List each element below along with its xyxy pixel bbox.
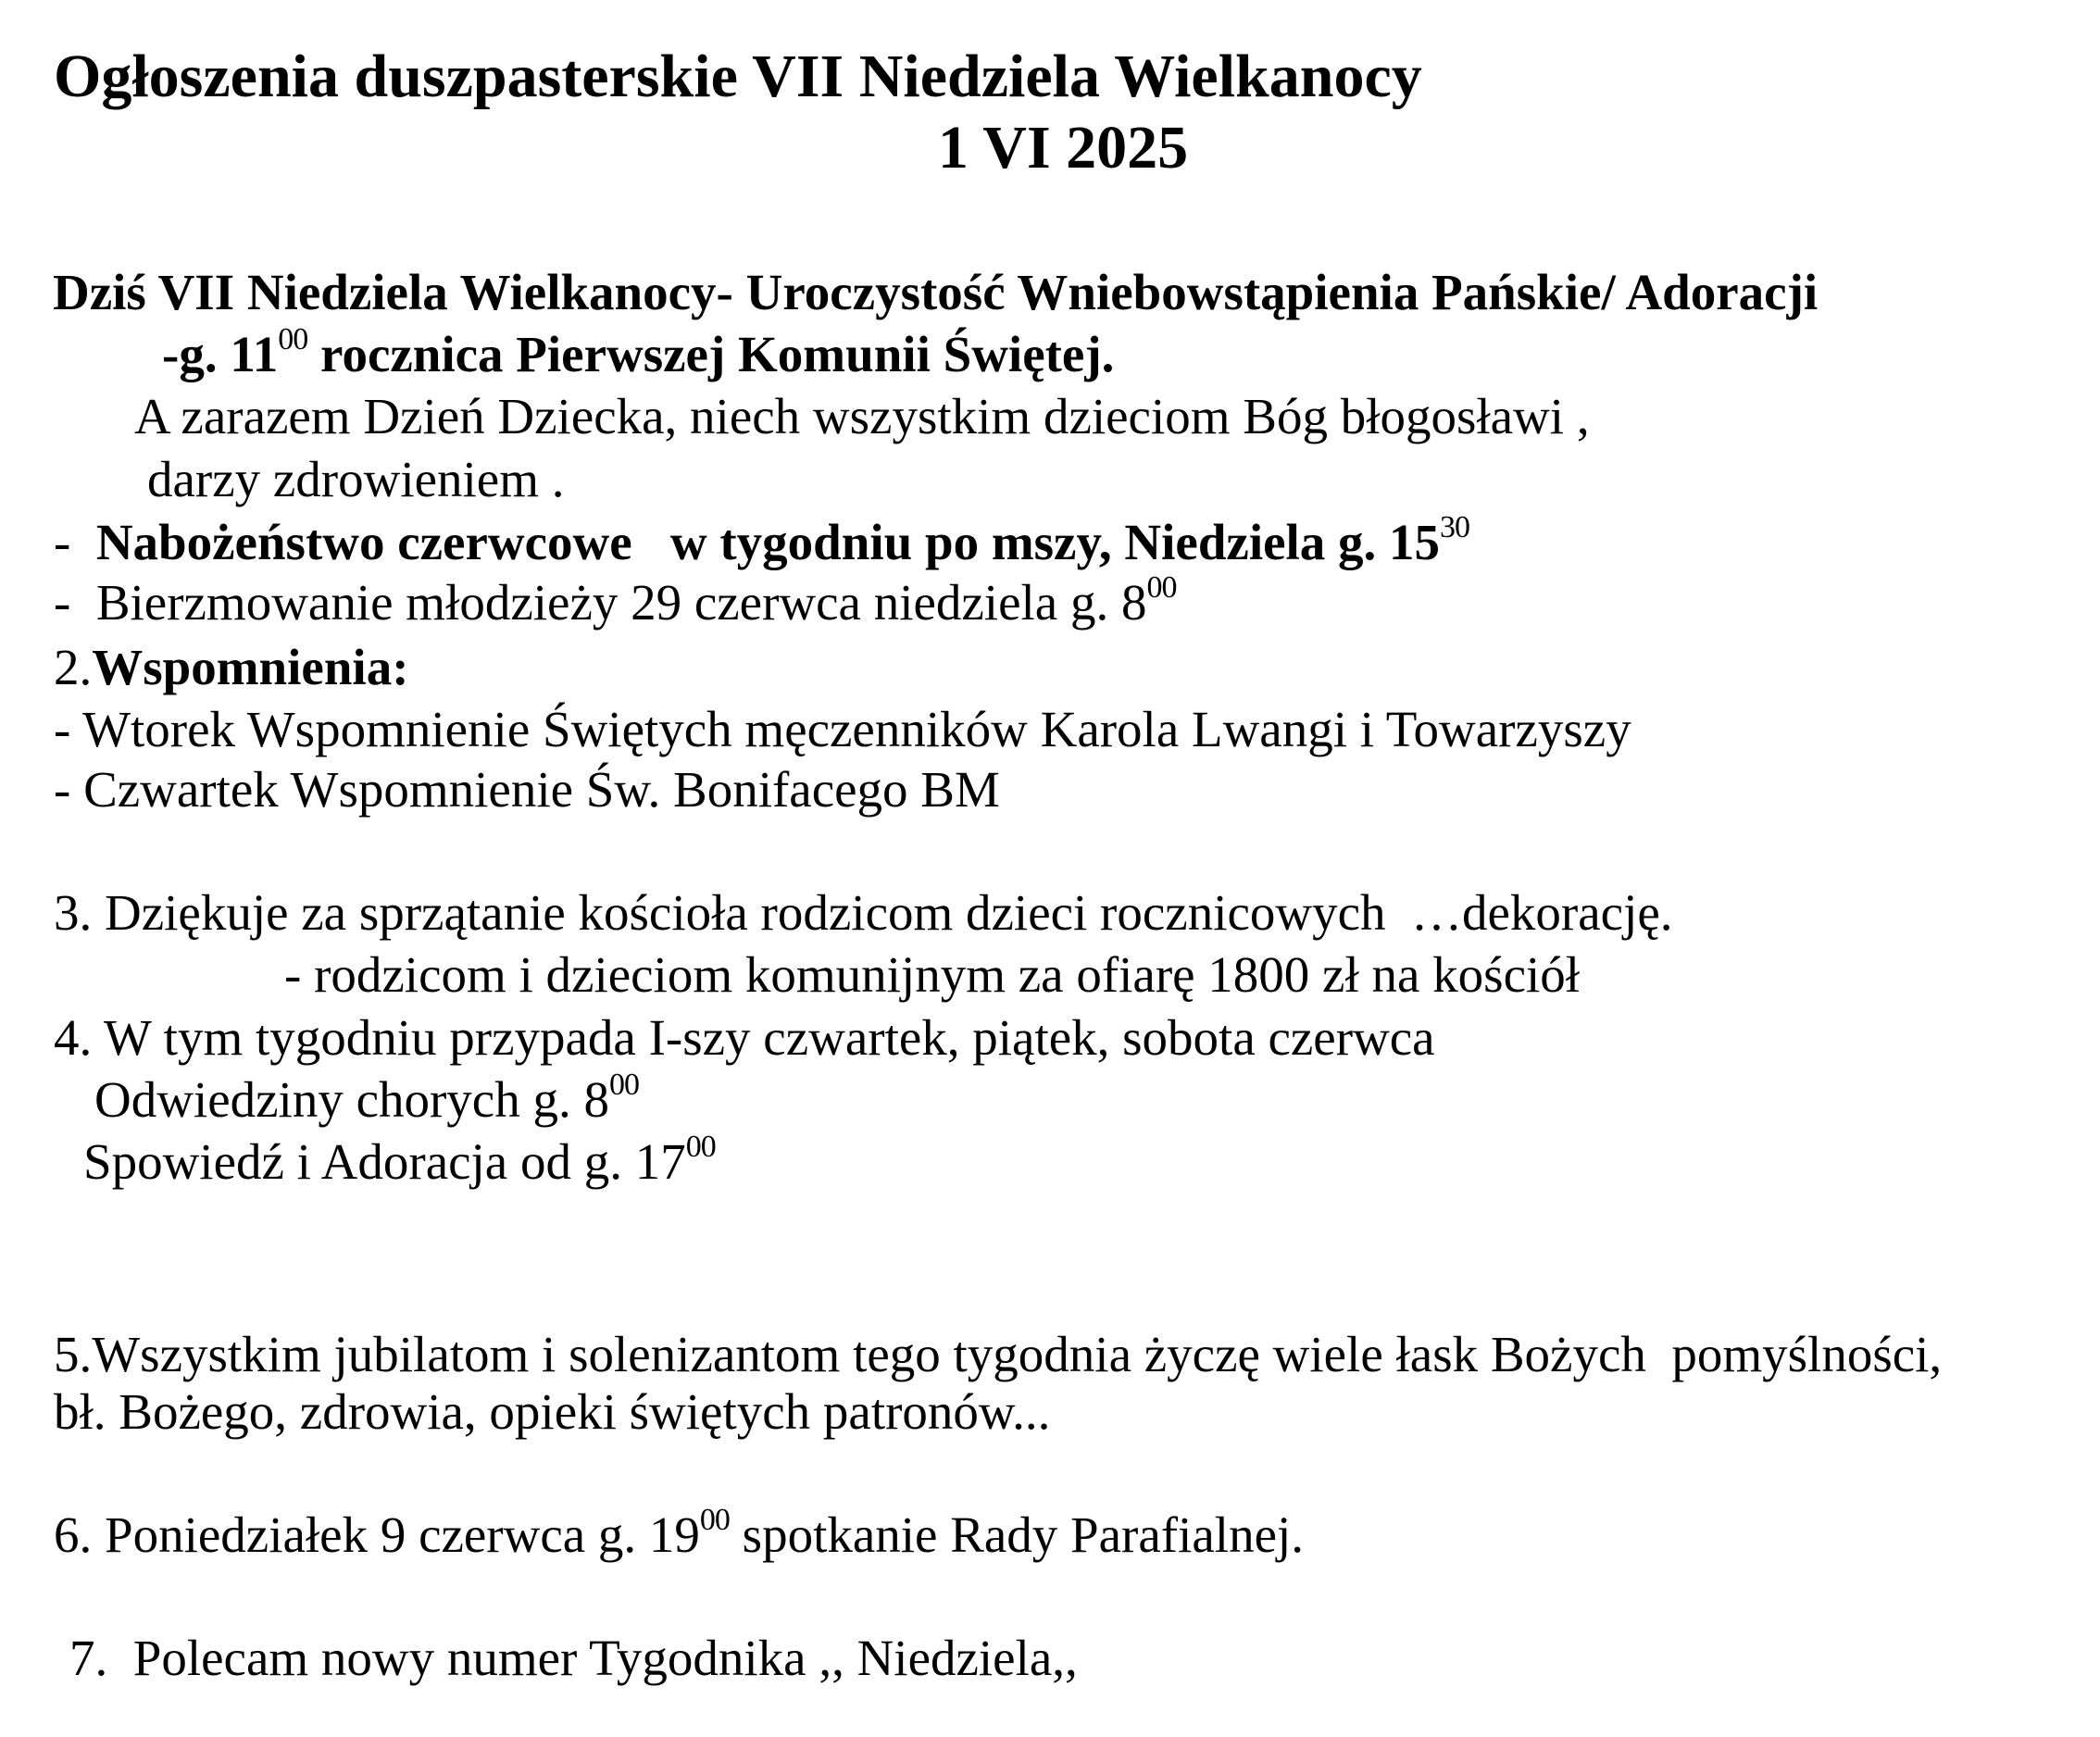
intro-anniversary: [162, 323, 1114, 385]
item-june-service: [54, 511, 1469, 573]
section-2-heading: [54, 636, 409, 698]
section-6-minutes: 00: [699, 1503, 730, 1537]
memorial-item: - Wtorek Wspomnienie Świętych męczenników Karola Lwangi i Towarzyszy: [54, 701, 1631, 757]
section-6-council-meeting: [54, 1504, 1304, 1566]
section-5-wishes: 5.Wszystkim jubilatom i solenizantom tego tygodnia życzę wiele łask Bożych pomyślności,: [54, 1326, 1943, 1382]
section-6-date-time: 6. Poniedziałek 9 czerwca g. 19: [54, 1506, 700, 1563]
document-title: Ogłoszenia duszpasterskie VII Niedziela Wielkanocy: [54, 43, 1422, 110]
memorial-item: - Czwartek Wspomnienie Św. Bonifacego BM: [54, 761, 1000, 818]
item-june-service-minutes: 30: [1440, 510, 1470, 544]
item-june-service-text: Nabożeństwo czerwcowe w tygodniu po mszy, Niedziela g. 15: [95, 514, 1441, 570]
intro-heading: Dziś VII Niedziela Wielkanocy- Uroczystość Wniebowstąpienia Pańskie/ Adoracji: [53, 264, 1819, 320]
section-6-text: spotkanie Rady Parafialnej.: [729, 1506, 1305, 1563]
section-7-magazine: 7. Polecam nowy numer Tygodnika ,, Niedziela,,: [69, 1630, 1078, 1686]
section-2-title: Wspomnienia:: [92, 639, 409, 695]
item-confirmation-minutes: 00: [1146, 570, 1177, 605]
section-3-thanks-cont: - rodzicom i dzieciom komunijnym za ofiarę 1800 zł na kościół: [284, 946, 1581, 1003]
intro-anniversary-text: rocznica Pierwszej Komunii Świętej.: [307, 326, 1115, 382]
intro-anniversary-time-minutes: 00: [278, 322, 308, 356]
sick-visits-minutes: 00: [608, 1068, 639, 1102]
childrens-day-text-cont: darzy zdrowieniem .: [147, 451, 565, 507]
section-5-wishes-cont: bł. Bożego, zdrowia, opieki świętych patronów...: [54, 1383, 1051, 1440]
item-confirmation: [54, 571, 1176, 633]
confession-adoration-minutes: 00: [685, 1130, 716, 1164]
section-4-first-days: 4. W tym tygodniu przypada I-szy czwartek, piątek, sobota czerwca: [54, 1009, 1435, 1066]
document-date: 1 VI 2025: [938, 114, 1189, 181]
item-confirmation-text: Bierzmowanie młodzieży 29 czerwca niedziela g. 8: [95, 574, 1147, 631]
sick-visits-text: Odwiedziny chorych g. 8: [94, 1071, 609, 1128]
section-2-number: 2.: [54, 639, 93, 695]
confession-adoration-text: Spowiedź i Adoracja od g. 17: [83, 1133, 686, 1190]
childrens-day-text: A zarazem Dzień Dziecka, niech wszystkim dzieciom Bóg błogosławi ,: [134, 388, 1590, 444]
item-june-service-dash: -: [54, 514, 96, 570]
sick-visits: [94, 1068, 639, 1131]
section-3-thanks: 3. Dziękuje za sprzątanie kościoła rodzicom dzieci rocznicowych …dekorację.: [54, 884, 1673, 941]
intro-anniversary-time: -g. 11: [162, 326, 279, 382]
confession-adoration: [83, 1131, 716, 1193]
item-confirmation-dash: -: [54, 574, 96, 631]
